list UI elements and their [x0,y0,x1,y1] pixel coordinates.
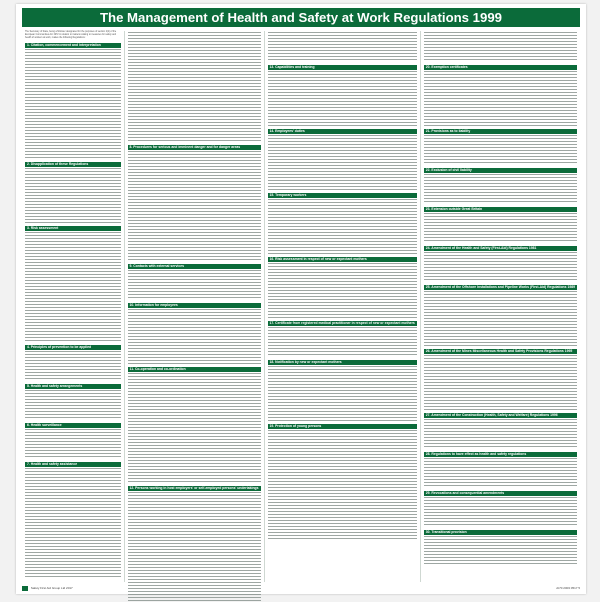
section-text [25,232,121,342]
section-text [128,373,261,483]
product-code: AI70 2003 0517 5 [556,586,580,590]
section-text [25,49,121,159]
section-text [128,32,261,142]
section-heading: 2. Disapplication of these Regulations [25,162,121,167]
section-heading: 14. Employees' duties [268,129,417,134]
section-heading: 16. Risk assessment in respect of new or expectant mothers [268,257,417,262]
section-heading: 13. Capabilities and training [268,65,417,70]
poster-title: The Management of Health and Safety at Work Regulations 1999 [22,8,580,27]
section-heading: 23. Extension outside Great Britain [424,207,577,212]
section-heading: 19. Protection of young persons [268,424,417,429]
section-text [424,252,577,282]
section-heading: 12. Persons working in host employers' or self-employed persons' undertakings [129,486,259,490]
section-heading: 24. Amendment of the Health and Safety (First-Aid) Regulations 1981 [424,246,577,251]
section-heading: 29. Revocations and consequential amendments [424,491,577,496]
section-text [268,430,417,540]
section-text [128,151,261,261]
section-text [424,32,577,62]
section-text [424,458,577,488]
column-1 [22,31,125,582]
section-heading: 10. Information for employees [128,303,261,308]
publisher-logo-icon [22,586,28,591]
section-heading: 7. Health and safety assistance [25,462,121,467]
section-heading: 17. Certificate from registered medical practitioner in respect of new or expectant mothers [269,321,415,325]
section-heading: 8. Procedures for serious and imminent danger and for danger areas [128,145,261,150]
section-text [25,168,121,223]
section-heading: 4. Principles of prevention to be applied [25,345,121,350]
section-heading: 6. Health surveillance [25,423,121,428]
column-2 [125,31,265,582]
section-heading: 25. Amendment of the Offshore Installations and Pipeline Works (First-Aid) Regulations 1989 [425,285,575,289]
section-text [268,199,417,254]
section-text [424,135,577,165]
section-heading: 1. Citation, commencement and interpretation [25,43,121,48]
section-text [25,468,121,578]
section-text [424,536,577,566]
section-text [268,327,417,357]
intro-paragraph: The Secretary of State, being a Minister designated for the purposes of section 2(2) of the European Communities Act 1972 in relation to matters relating to measures for safety and health of workers at work, makes the following Regulations: [25,31,117,39]
section-text [25,429,121,459]
section-text [424,419,577,449]
section-text [424,291,577,346]
section-text [424,71,577,126]
section-heading: 9. Contacts with external services [128,264,261,269]
section-text [128,270,261,300]
publisher-credit: Safety First Aid Group Ltd 2017 [30,586,73,590]
section-heading: 27. Amendment of the Construction (Health, Safety and Welfare) Regulations 1996 [424,413,577,418]
section-heading: 5. Health and safety arrangements [25,384,121,389]
poster-footer [22,584,580,592]
section-heading: 21. Provisions as to liability [424,129,577,134]
section-text [268,32,417,62]
column-4 [421,31,580,582]
column-3 [265,31,421,582]
section-text [424,174,577,204]
section-heading: 15. Temporary workers [268,193,417,198]
section-heading: 3. Risk assessment [25,226,121,231]
section-heading: 28. Regulations to have effect as health and safety regulations [424,452,577,457]
section-heading: 22. Exclusion of civil liability [424,168,577,173]
section-heading: 11. Co-operation and co-ordination [128,367,261,372]
section-text [424,497,577,527]
section-text [268,366,417,421]
section-heading: 30. Transitional provision [424,530,577,535]
section-heading: 18. Notification by new or expectant mothers [268,360,417,365]
section-text [424,355,577,410]
section-text [268,135,417,190]
regulations-poster [16,4,586,594]
section-text [268,71,417,126]
section-text [268,263,417,318]
poster-columns [22,31,580,582]
section-text [25,390,121,420]
section-heading: 20. Exemption certificates [424,65,577,70]
section-heading: 26. Amendment of the Mines Miscellaneous Health and Safety Provisions Regulations 1995 [424,349,577,354]
section-text [424,213,577,243]
section-text [25,351,121,381]
section-text [128,309,261,364]
